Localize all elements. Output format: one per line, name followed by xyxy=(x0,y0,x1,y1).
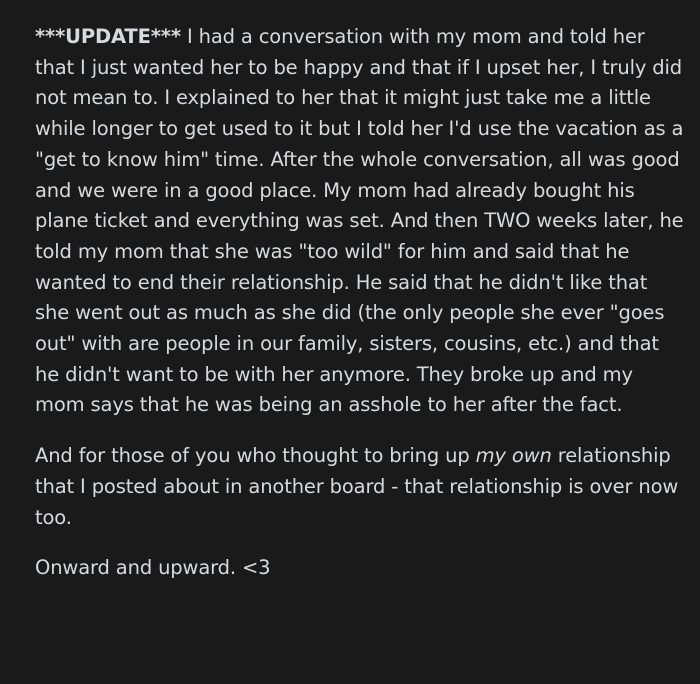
post-body xyxy=(35,22,685,584)
closing-paragraph: Onward and upward. <3 xyxy=(35,556,271,580)
update-label: ***UPDATE*** xyxy=(35,25,181,48)
relationship-text-after: relationship that I posted about in another board - that relationship is over now too. xyxy=(35,444,679,529)
relationship-paragraph xyxy=(35,441,685,533)
relationship-text-before: And for those of you who thought to bring up xyxy=(35,444,476,468)
relationship-emphasis: my own xyxy=(475,444,552,468)
update-text: I had a conversation with my mom and told her that I just wanted her to be happy and that if I upset her, I truly did not mean to. I explained to her that it might just take me a little while longer to get used to it but I told her I'd use the vacation as a "get to know him" time. After the whole conversation, all was good and we were in a good place. My mom had already bought his plane ticket and everything was set. And then TWO weeks later, he told my mom that she was "too wild" for him and said that he wanted to end their relationship. He said that he didn't like that she went out as much as she did (the only people she ever "goes out" with are people in our family, sisters, cousins, etc.) and that he didn't want to be with her anymore. They broke up and my mom says that he was being an asshole to her after the fact. xyxy=(35,25,684,417)
update-paragraph xyxy=(35,22,685,421)
